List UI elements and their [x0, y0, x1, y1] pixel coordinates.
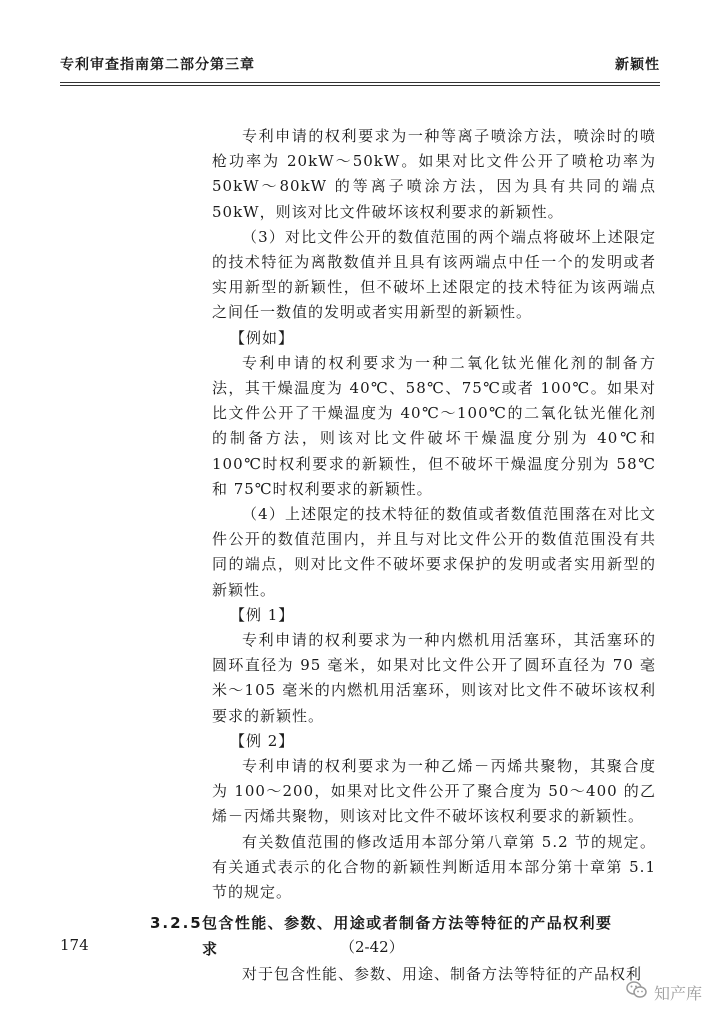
running-header — [60, 54, 660, 76]
watermark — [626, 980, 702, 1004]
paragraph: 专利申请的权利要求为一种乙烯－丙烯共聚物，其聚合度为 100～200，如果对比文件公开了聚合度为 50～400 的乙烯－丙烯共聚物，则该对比文件不破坏该权利要求的新颖性。 — [212, 757, 656, 826]
paragraph: （4）上述限定的技术特征的数值或者数值范围落在对比文件公开的数值范围内，并且与对比文件公开的数值范围没有共同的端点，则对比文件不破坏要求保护的发明或者实用新型的新颖性。 — [212, 505, 656, 599]
example-tag: 【例 1】 — [230, 605, 295, 624]
example-tag: 【例 2】 — [230, 731, 295, 750]
paragraph: 对于包含性能、参数、用途、制备方法等特征的产品权利 — [242, 964, 643, 983]
page-number: 174 — [60, 936, 89, 954]
header-chapter-title: 专利审查指南第二部分第三章 — [60, 57, 255, 73]
section-number: 3.2.5 — [150, 914, 203, 933]
sub-page-number: （2-42） — [340, 938, 404, 956]
paragraph: （3）对比文件公开的数值范围的两个端点将破坏上述限定的技术特征为离散数值并且具有该两端点中任一个的发明或者实用新型的新颖性，但不破坏上述限定的技术特征为该两端点之间任一数值的发明或者实用新型的新颖性。 — [212, 227, 656, 322]
wechat-icon — [626, 980, 648, 1004]
paragraph: 专利申请的权利要求为一种等离子喷涂方法，喷涂时的喷枪功率为 20kW～50kW。如果对比文件公开了喷枪功率为 50kW～80kW 的等离子喷涂方法，因为具有共同的端点 50kW，则该对比文件破坏该权利要求的新颖性。 — [212, 127, 656, 221]
example-tag: 【例如】 — [230, 328, 295, 347]
watermark-text: 知产库 — [653, 983, 702, 1003]
section-title: 包含性能、参数、用途或者制备方法等特征的产品权利要求 — [202, 914, 612, 958]
paragraph: 专利申请的权利要求为一种内燃机用活塞环，其活塞环的圆环直径为 95 毫米，如果对比文件公开了圆环直径为 70 毫米～105 毫米的内燃机用活塞环，则该对比文件不破坏该权利要求的新颖性。 — [212, 631, 656, 725]
paragraph: 专利申请的权利要求为一种二氧化钛光催化剂的制备方法，其干燥温度为 40℃、58℃、75℃或者 100℃。如果对比文件公开了干燥温度为 40℃～100℃的二氧化钛光催化剂的制备方法，则该对比文件破坏干燥温度分别为 40℃和 100℃时权利要求的新颖性，但不破坏干燥温度分别为 58℃和 75℃时权利要求的新颖性。 — [212, 353, 656, 498]
page-body — [150, 124, 656, 987]
header-rule — [60, 82, 660, 86]
paragraph: 有关数值范围的修改适用本部分第八章第 5.2 节的规定。有关通式表示的化合物的新颖性判断适用本部分第十章第 5.1 节的规定。 — [212, 832, 656, 902]
header-section-title: 新颖性 — [615, 57, 660, 73]
